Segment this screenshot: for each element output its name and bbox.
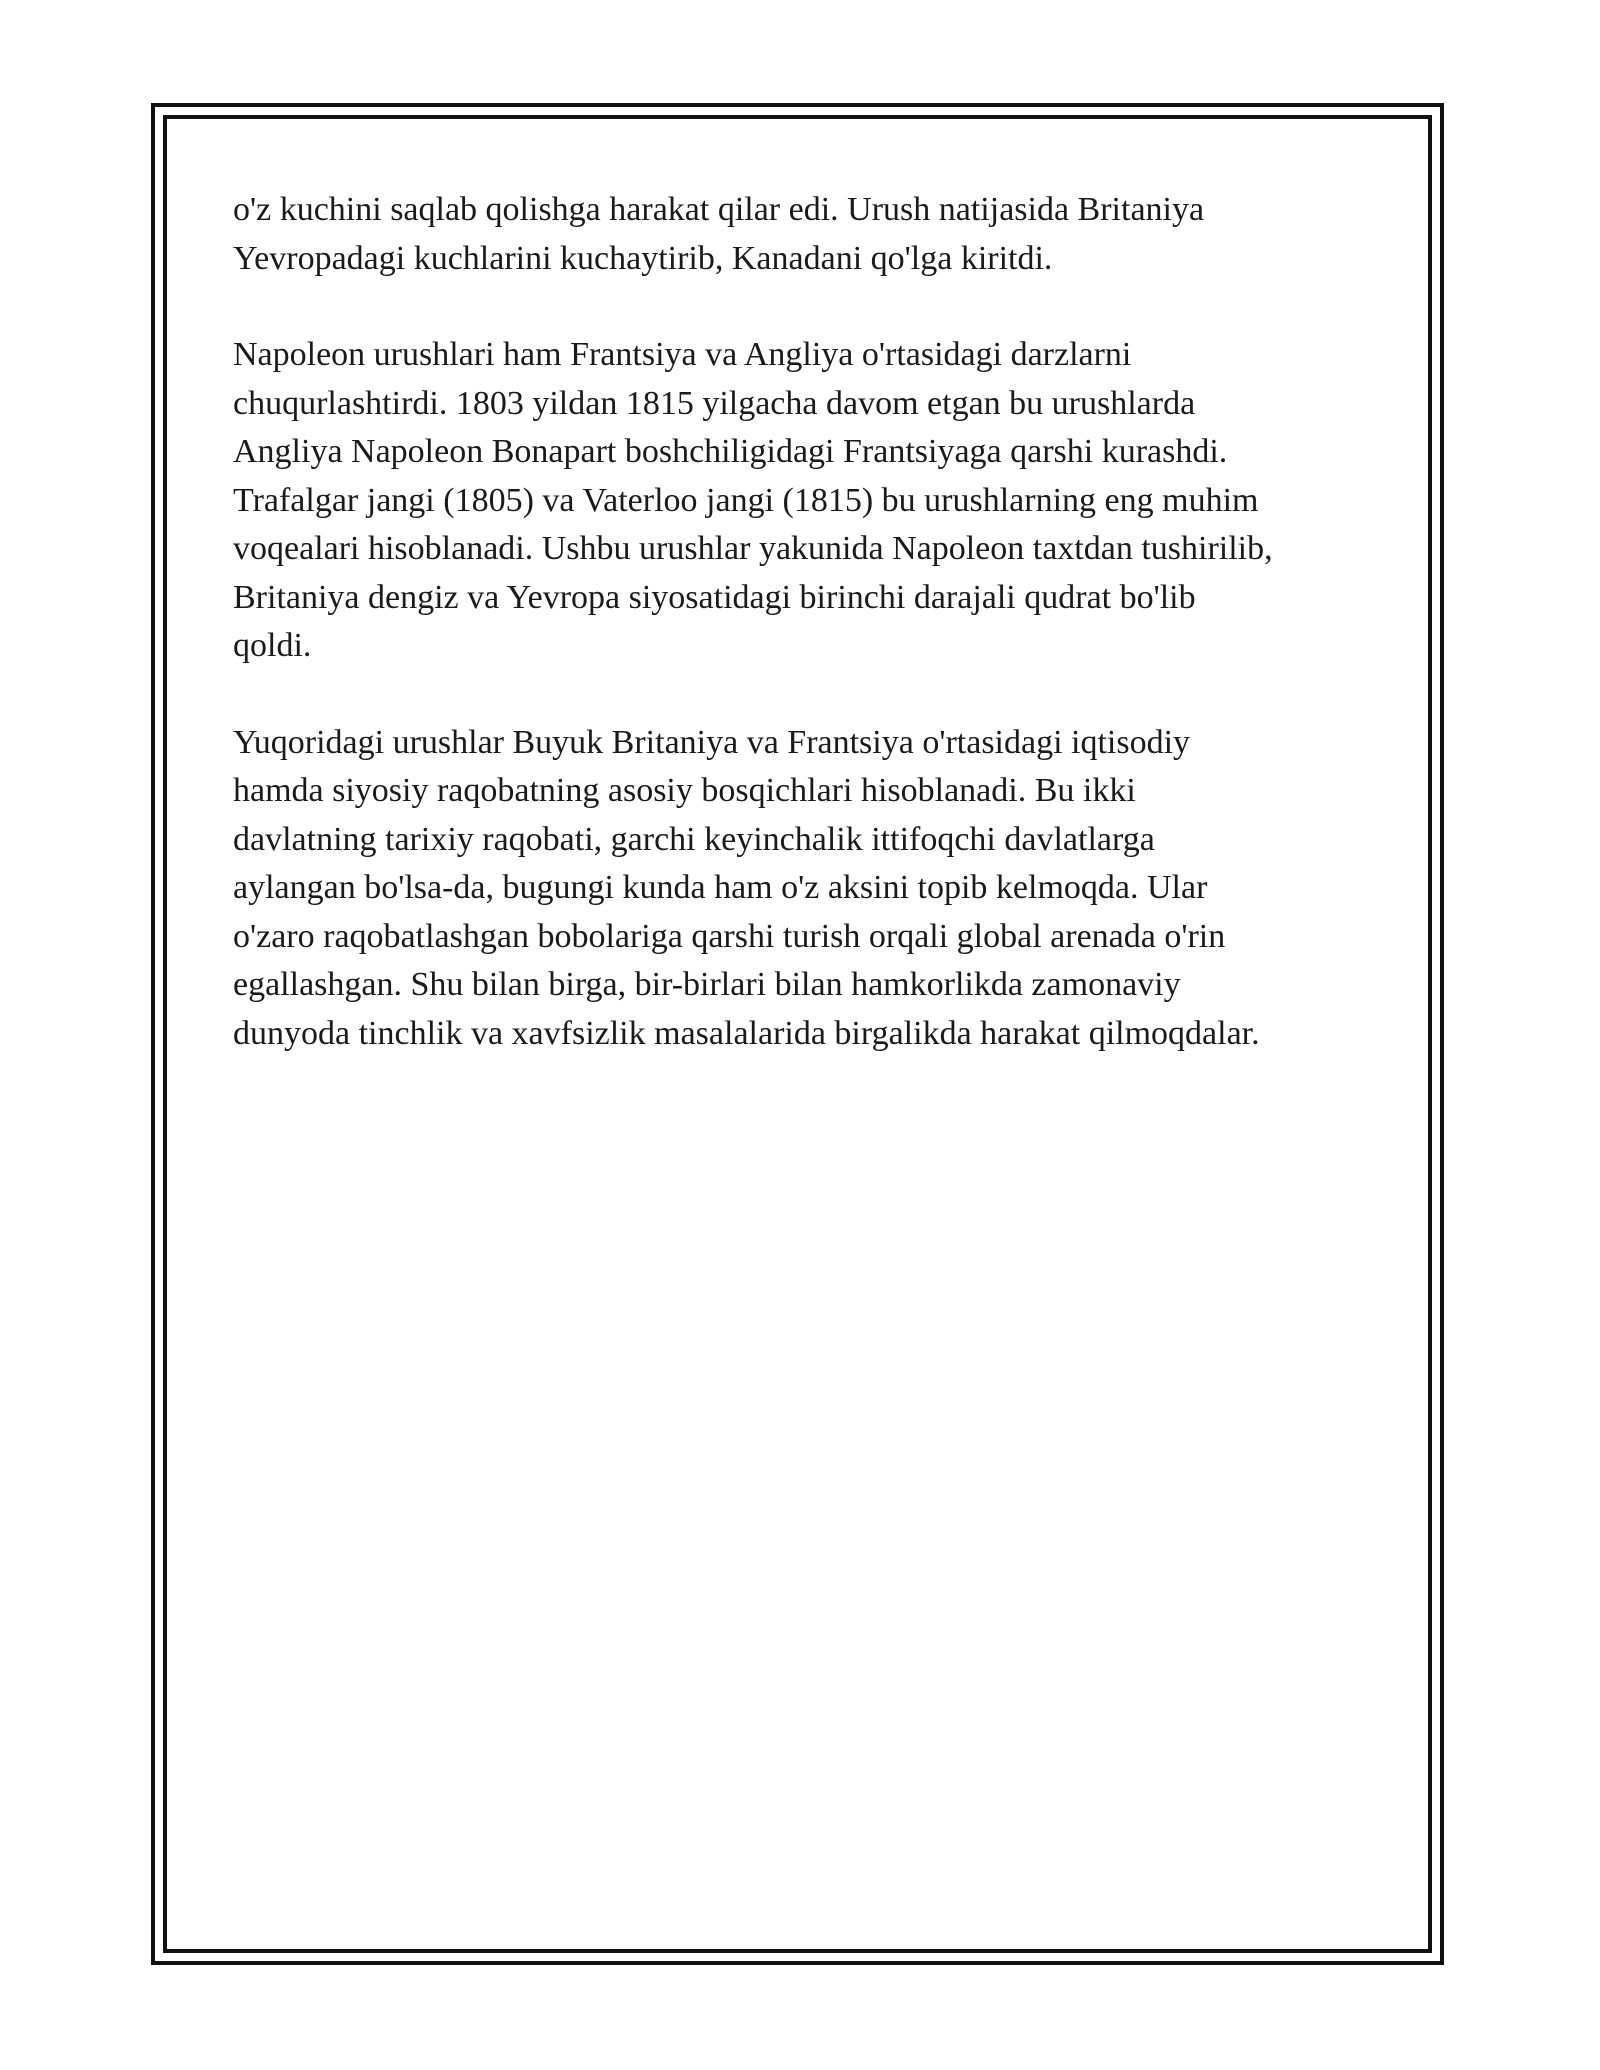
paragraph-3: Yuqoridagi urushlar Buyuk Britaniya va Frantsiya o'rtasidagi iqtisodiy hamda siyosiy raqobatning asosiy bosqichlari hisoblanadi. Bu ikki davlatning tarixiy raqobati, garchi keyinchalik ittifoqchi davlatlarga aylangan bo'lsa-da, bugungi kunda ham o'z aksini topib kelmoqda. Ular o'zaro raqobatlashgan bobolariga qarshi turish orqali global arenada o'rin egallashgan. Shu bilan birga, bir-birlari bilan hamkorlikda zamonaviy dunyoda tinchlik va xavfsizlik masalalarida birgalikda harakat qilmoqdalar. xyxy=(233,723,1260,1052)
paragraph-2: Napoleon urushlari ham Frantsiya va Angliya o'rtasidagi darzlarni chuqurlashtirdi. 1803 yildan 1815 yilgacha davom etgan bu urushlarda Angliya Napoleon Bonapart boshchiligidagi Frantsiyaga qarshi kurashdi. Trafalgar jangi (1805) va Vaterloo jangi (1815) bu urushlarning eng muhim voqealari hisoblanadi. Ushbu urushlar yakunida Napoleon taxtdan tushirilib, Britaniya dengiz va Yevropa siyosatidagi birinchi darajali qudrat bo'lib qoldi. xyxy=(233,336,1273,664)
document-body xyxy=(233,186,1373,1106)
paragraph-1: o'z kuchini saqlab qolishga harakat qilar edi. Urush natijasida Britaniya Yevropadagi kuchlarini kuchaytirib, Kanadani qo'lga kiritdi. xyxy=(233,191,1205,277)
